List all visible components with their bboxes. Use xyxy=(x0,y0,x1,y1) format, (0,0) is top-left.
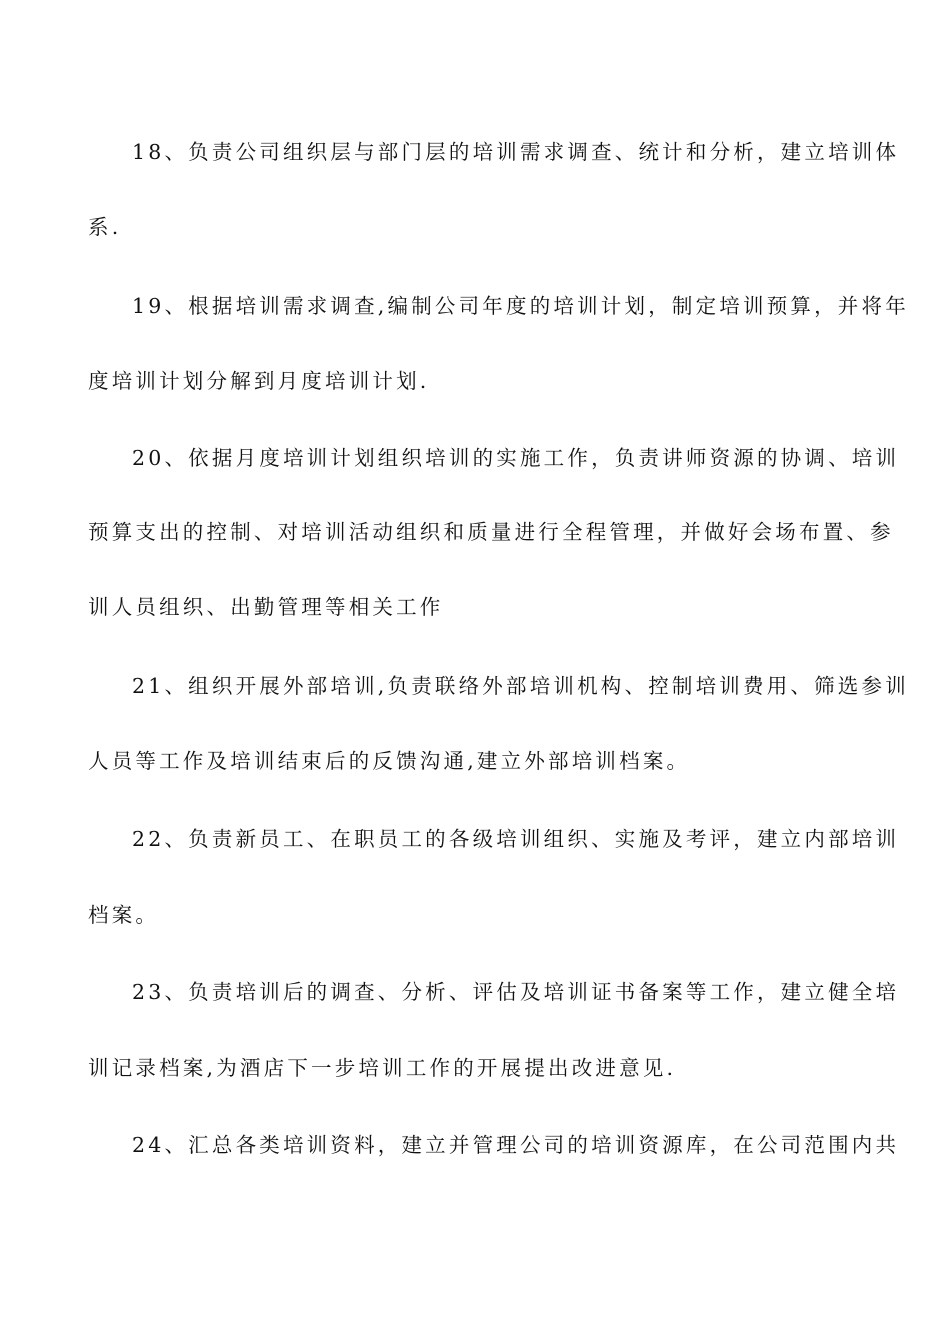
paragraph-line: 20、依据月度培训计划组织培训的实施工作，负责讲师资源的协调、培训 xyxy=(132,446,900,470)
paragraph-line: 度培训计划分解到月度培训计划. xyxy=(88,369,430,393)
paragraph-line: 18、负责公司组织层与部门层的培训需求调查、统计和分析，建立培训体 xyxy=(132,140,900,164)
paragraph-line: 训人员组织、出勤管理等相关工作 xyxy=(88,595,444,619)
paragraph-line: 预算支出的控制、对培训活动组织和质量进行全程管理，并做好会场布置、参 xyxy=(88,520,894,544)
paragraph-line: 24、汇总各类培训资料，建立并管理公司的培训资源库，在公司范围内共 xyxy=(132,1133,900,1157)
paragraph-line: 22、负责新员工、在职员工的各级培训组织、实施及考评，建立内部培训 xyxy=(132,827,900,851)
paragraph-line: 23、负责培训后的调查、分析、评估及培训证书备案等工作，建立健全培 xyxy=(132,980,900,1004)
paragraph-line: 21、组织开展外部培训,负责联络外部培训机构、控制培训费用、筛选参训 xyxy=(132,674,909,698)
paragraph-line: 19、根据培训需求调查,编制公司年度的培训计划，制定培训预算，并将年 xyxy=(132,294,909,318)
paragraph-line: 人员等工作及培训结束后的反馈沟通,建立外部培训档案。 xyxy=(88,749,691,773)
paragraph-line: 系. xyxy=(88,215,122,239)
paragraph-line: 档案。 xyxy=(88,903,160,927)
paragraph-line: 训记录档案,为酒店下一步培训工作的开展提出改进意见. xyxy=(88,1056,677,1080)
